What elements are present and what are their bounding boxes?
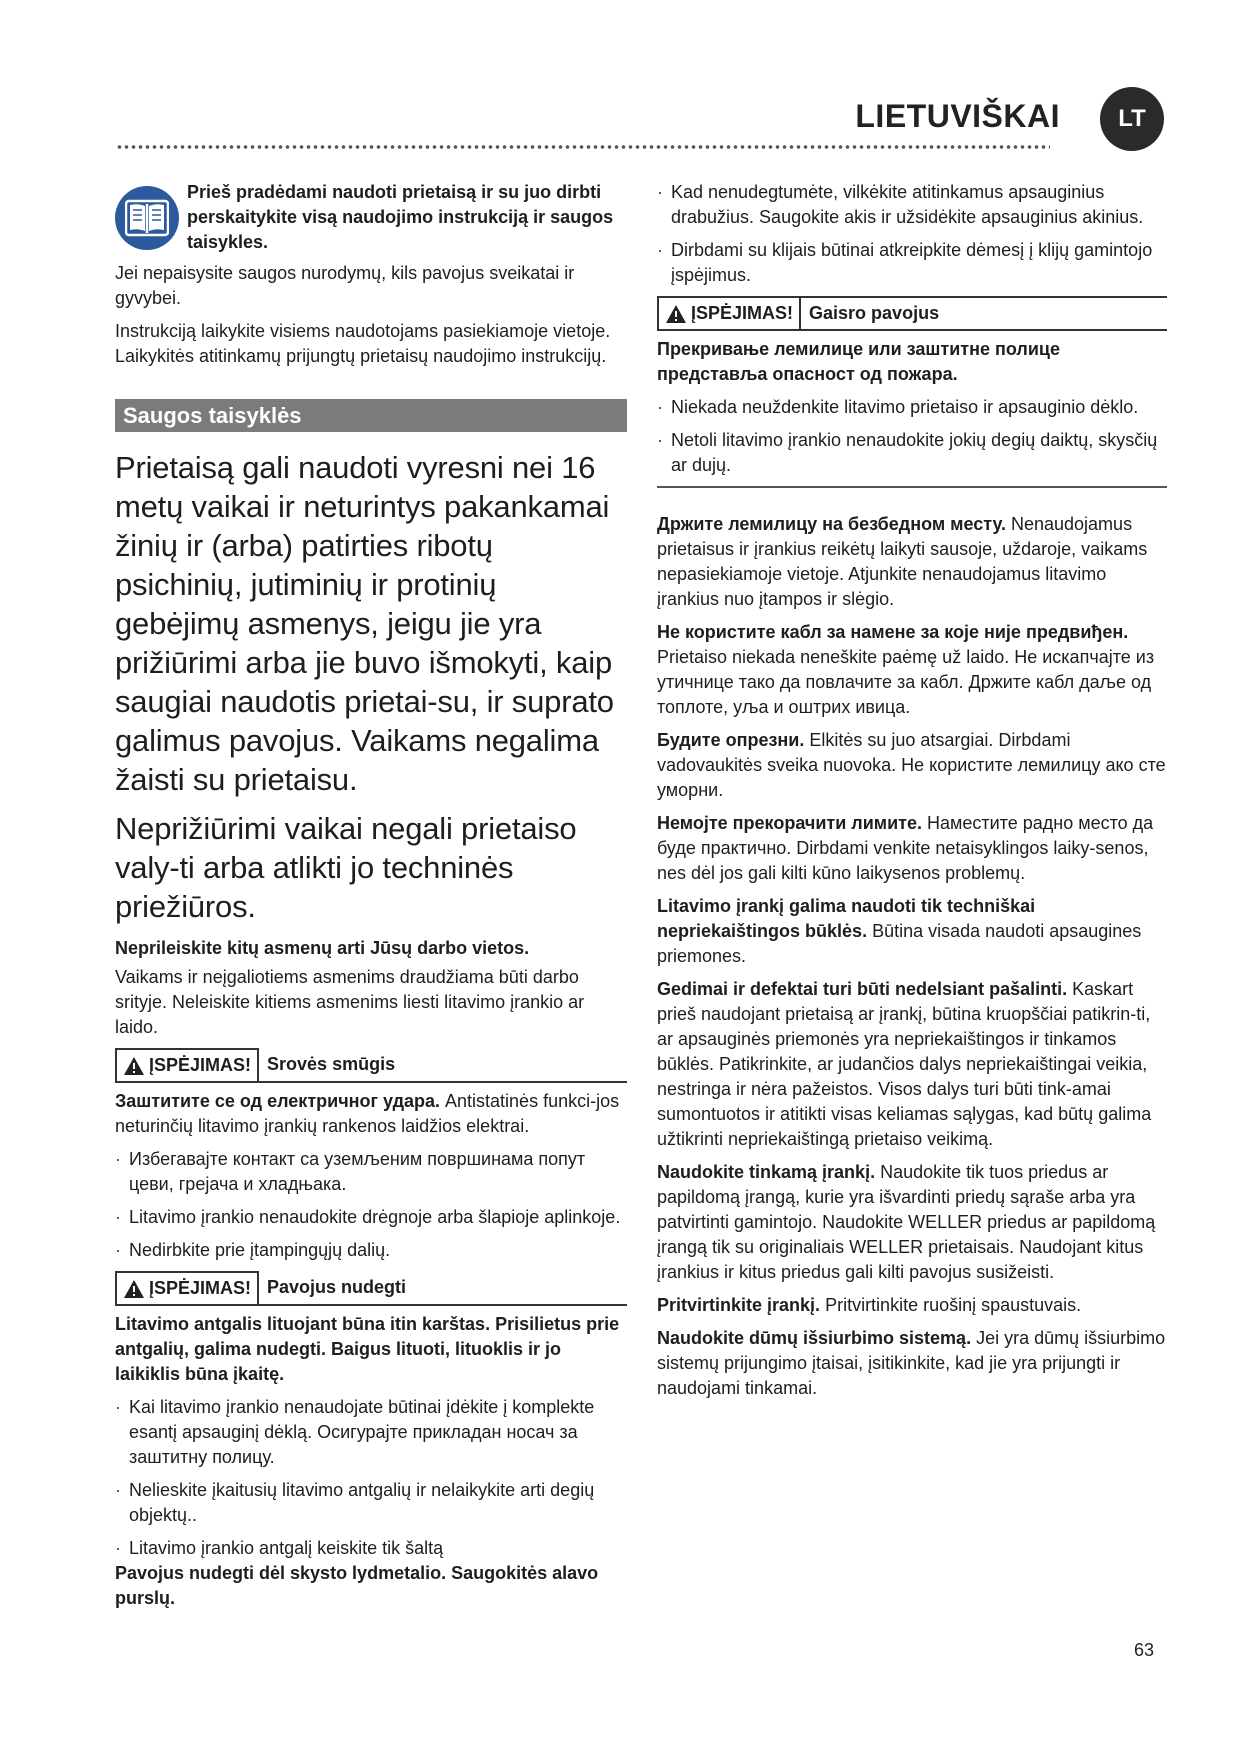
warning-label-text: ĮSPĖJIMAS!	[691, 303, 794, 323]
rule-title: Pritvirtinkite įrankį.	[657, 1295, 821, 1315]
warning-triangle-icon	[665, 304, 687, 324]
page-number: 63	[1134, 1640, 1155, 1660]
safety-large-text: Neprižiūrimi vaikai negali prietaiso valy-ti arba atlikti jo techninės priežiūros.	[115, 811, 577, 924]
rule-text: Jei yra dūmų išsiurbimo sistemų prijungimo įtaisai, įsitikinkite, kad jie yra prijungti ir naudojami tinkamai.	[657, 1328, 1166, 1398]
warning-title: Pavojus nudegti	[267, 1277, 407, 1297]
rule-text: Prietaiso niekada neneškite paėmę už laido. Не искапчајте из утичнице тако да повлачите за кабл. Држите кабл даље од топлоте, уља и оштрих ивица.	[657, 647, 1155, 717]
intro-paragraph: Instrukciją laikykite visiems naudotojams pasiekiamoje vietoje. Laikykitės atitinkamų prijungtų prietaisų naudojimo instrukcijų.	[115, 321, 611, 366]
rule-title: Naudokite dūmų išsiurbimo sistemą.	[657, 1328, 972, 1348]
warning-triangle-icon	[123, 1279, 145, 1299]
rule-text: Elkitės su juo atsargiai. Dirbdami vadovaukitės sveika nuovoka. Не користите лемилицу ако сте уморни.	[657, 730, 1166, 800]
intro-paragraph: Jei nepaisysite saugos nurodymų, kils pavojus sveikatai ir gyvybei.	[115, 263, 575, 308]
intro-bold-text: Prieš pradėdami naudoti prietaisą ir su juo dirbti perskaitykite visą naudojimo instrukciją ir saugos taisykles.	[187, 182, 614, 252]
rule-paragraph	[657, 1293, 1167, 1318]
section-divider	[657, 486, 1167, 488]
list-item: · Избегавајте контакт са уземљеним површинама попут цеви, грејача и хладњака.	[115, 1147, 627, 1197]
rule-text: Наместите радно место да буде практично. Dirbdami venkite netaisyklingos laiky-senos, nes dėl jos gali kilti kūno laikysenos problemų.	[657, 813, 1154, 883]
list-item: · Kad nenudegtumėte, vilkėkite atitinkamus apsauginius drabužius. Saugokite akis ir užsidėkite apsauginius akinius.	[657, 180, 1167, 230]
rule-text: Būtina visada naudoti apsaugines priemones.	[657, 921, 1142, 966]
rule-paragraph	[657, 620, 1167, 720]
left-column	[115, 180, 627, 1619]
right-column	[657, 180, 1167, 1409]
rule-text: Kaskart prieš naudojant prietaisą ar įrankį, būtina kruopščiai patikrin-ti, ar apsauginės priemonės yra nepriekaištingos ir tinkamos būklės. Patikrinkite, ar judančios dalys nepriekaištingai veikia, nestringa ir nėra pažeistos. Visos dalys turi būti tink-amai sumontuotos ir atitikti visas keliamas sąlygas, kad būtų galima užtikrinti nepriekaištingą prietaiso veikimą.	[657, 979, 1152, 1149]
warning-title: Srovės smūgis	[267, 1054, 396, 1074]
rule-paragraph	[657, 512, 1167, 612]
warning-title: Gaisro pavojus	[801, 296, 1167, 331]
warning-bold-text: Прекривање лемилице или заштитне полице представља опасност од пожара.	[657, 339, 1060, 384]
rule-title: Naudokite tinkamą įrankį.	[657, 1162, 876, 1182]
warning-bold-text: Litavimo antgalis lituojant būna itin karštas. Prisilietus prie antgalių, galima nudegti. Baigus lituoti, lituoklis ir jo laikiklis būna įkaitę.	[115, 1314, 620, 1384]
rule-paragraph	[657, 1326, 1167, 1401]
intro-block	[115, 180, 627, 255]
rule-paragraph	[657, 894, 1167, 969]
section-header-safety: Saugos taisyklės	[115, 399, 627, 432]
rule-paragraph	[657, 728, 1167, 803]
safety-paragraph: Vaikams ir neįgaliotiems asmenims draudžiama būti darbo srityje. Neleiskite kitiems asmenims liesti litavimo įrankio ar laido.	[115, 967, 585, 1037]
warning-lead-text: Antistatinės funkci-jos neturinčių litavimo įrankių rankenos laidžios elektrai.	[115, 1091, 620, 1136]
rule-title: Будите опрезни.	[657, 730, 805, 750]
rule-title: Gedimai ir defektai turi būti nedelsiant pašalinti.	[657, 979, 1068, 999]
rule-text: Nenaudojamus prietaisus ir įrankius reikėtų laikyti sausoje, uždaroje, vaikams nepasiekiamoje vietoje. Atjunkite nenaudojamus litavimo įrankius nuo įtampos ir slėgio.	[657, 514, 1148, 609]
bullet-list	[657, 395, 1167, 478]
rule-paragraph	[657, 1160, 1167, 1285]
list-item: · Nedirbkite prie įtampingųjų dalių.	[115, 1238, 627, 1263]
book-icon	[115, 186, 179, 250]
rule-text: Naudokite tik tuos priedus ar papildomą įrangą, kurie yra išvardinti priedų sąraše arba yra patvirtinti gamintojo. Naudokite WELLER priedus ar papildomą įrangą tik su originaliais WELLER prietaisais. Naudojant kitus įrankius ir kitus priedus gali kilti pavojus susižeisti.	[657, 1162, 1156, 1282]
warning-label-text: ĮSPĖJIMAS!	[149, 1055, 252, 1075]
rule-title: Немојте прекорачити лимите.	[657, 813, 922, 833]
list-item: · Litavimo įrankio antgalį keiskite tik šaltą	[115, 1536, 627, 1561]
warning-box-electric-shock	[115, 1048, 627, 1083]
warning-label	[115, 1048, 259, 1081]
list-item: · Dirbdami su klijais būtinai atkreipkite dėmesį į klijų gamintojo įspėjimus.	[657, 238, 1167, 288]
list-item: · Litavimo įrankio nenaudokite drėgnoje arba šlapioje aplinkoje.	[115, 1205, 627, 1230]
safety-bold-text: Neprileiskite kitų asmenų arti Jūsų darbo vietos.	[115, 938, 530, 958]
rule-title: Litavimo įrankį galima naudoti tik techniškai nepriekaištingos būklės.	[657, 896, 1036, 941]
page-title: LIETUVIŠKAI	[855, 98, 1060, 134]
warning-label-text: ĮSPĖJIMAS!	[149, 1278, 252, 1298]
bullet-list	[115, 1147, 627, 1263]
warning-bold-text: Pavojus nudegti dėl skysto lydmetalio. Saugokitės alavo purslų.	[115, 1563, 599, 1608]
rule-title: Не користите кабл за намене за које није предвиђен.	[657, 622, 1129, 642]
warning-label	[657, 296, 801, 331]
rule-title: Држите лемилицу на безбедном месту.	[657, 514, 1006, 534]
bullet-list	[115, 1395, 627, 1561]
rule-text: Pritvirtinkite ruošinį spaustuvais.	[820, 1295, 1082, 1315]
bullet-list	[657, 180, 1167, 288]
list-item: · Nelieskite įkaitusių litavimo antgalių ir nelaikykite arti degių objektų..	[115, 1478, 627, 1528]
list-item: · Niekada neuždenkite litavimo prietaiso ir apsauginio dėklo.	[657, 395, 1167, 420]
warning-box-burn	[115, 1271, 627, 1306]
list-item: · Netoli litavimo įrankio nenaudokite jokių degių daiktų, skysčių ar dujų.	[657, 428, 1167, 478]
warning-lead	[115, 1089, 627, 1139]
warning-label	[115, 1271, 259, 1304]
warning-lead-bold: Заштитите се од електричног удара.	[115, 1091, 441, 1111]
warning-triangle-icon	[123, 1056, 145, 1076]
language-badge: LT	[1100, 87, 1164, 151]
rule-paragraph	[657, 811, 1167, 886]
list-item: · Kai litavimo įrankio nenaudojate būtinai įdėkite į komplekte esantį apsauginį dėklą. Осигурајте прикладан носач за заштитну полицу.	[115, 1395, 627, 1470]
safety-large-text: Prietaisą gali naudoti vyresni nei 16 metų vaikai ir neturintys pakankamai žinių ir (arba) patirties ribotų psichinių, jutiminių ir protinių gebėjimų asmenys, jeigu jie yra prižiūrimi arba jie buvo išmokyti, kaip saugiai naudotis prietai-su, ir suprato galimus pavojus. Vaikams negalima žaisti su prietaisu.	[115, 450, 614, 797]
warning-box-fire	[657, 296, 1167, 331]
dotted-divider	[116, 144, 1050, 150]
rule-paragraph	[657, 977, 1167, 1152]
